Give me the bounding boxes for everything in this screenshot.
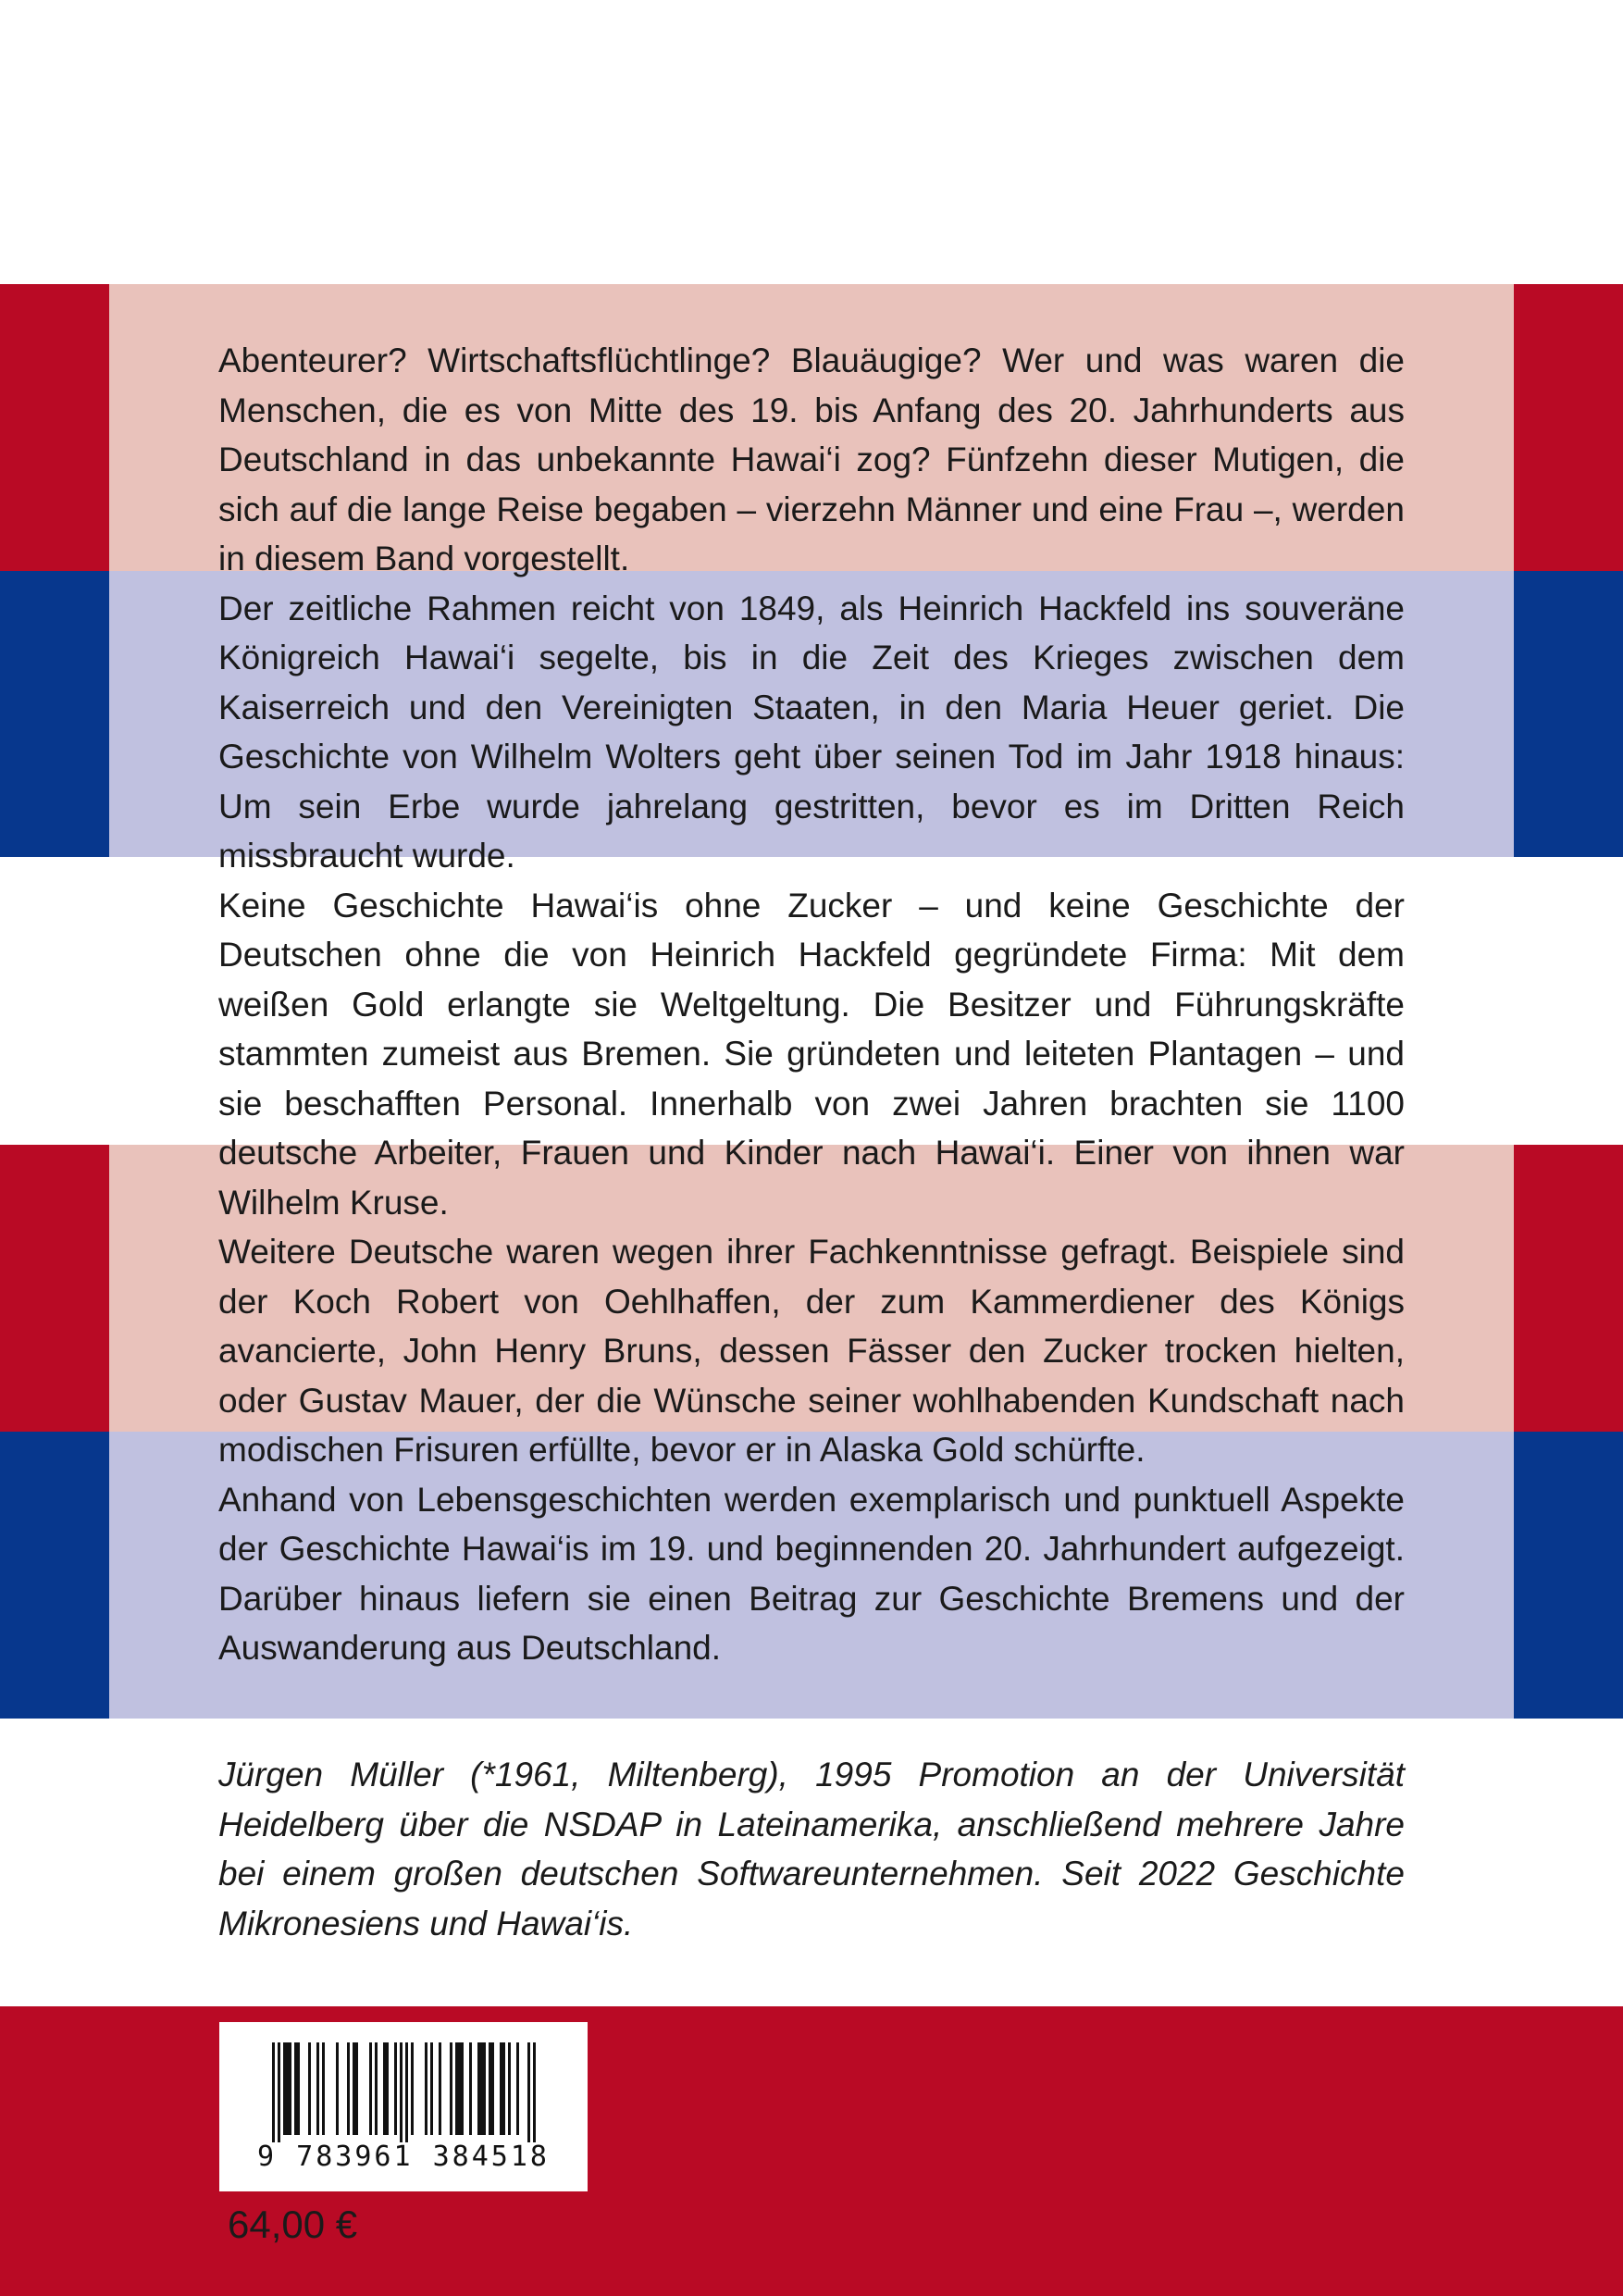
- barcode-bar: [491, 2042, 494, 2135]
- blurb-paragraph-3: Keine Geschichte Hawai‘is ohne Zucker – und keine Geschichte der Deutschen ohne die von Heinrich Hackfeld gegründete Firma: Mit dem weißen Gold erlangte sie Weltgeltung. Die Besitzer und Führungskräfte stammten zumeist aus Bremen. Sie gründeten und leiteten Plantagen – und sie beschafften Personal. Innerhalb von zwei Jahren brachten sie 1100 deutsche Arbeiter, Frauen und Kinder nach Hawai‘i. Einer von ihnen war Wilhelm Kruse.: [218, 886, 1405, 1222]
- barcode-bar: [286, 2042, 289, 2135]
- barcode-bar: [458, 2042, 461, 2135]
- barcode-bar: [283, 2042, 286, 2135]
- barcode-bars: [219, 2022, 588, 2142]
- barcode-bar: [469, 2042, 472, 2135]
- barcode-bar: [500, 2042, 502, 2135]
- band-edge-left: [0, 571, 109, 857]
- barcode-bar: [294, 2042, 297, 2135]
- barcode-bar: [297, 2042, 300, 2135]
- barcode-bar: [355, 2042, 358, 2135]
- band-edge-left: [0, 1145, 109, 1432]
- barcode-bar: [439, 2042, 441, 2135]
- barcode-bar: [278, 2042, 280, 2142]
- barcode-bar: [386, 2042, 389, 2135]
- barcode-bar: [322, 2042, 325, 2135]
- band-edge-right: [1514, 571, 1623, 857]
- barcode-bar: [533, 2042, 536, 2142]
- barcode-bar: [425, 2042, 427, 2135]
- barcode-bar: [308, 2042, 311, 2135]
- band-edge-left: [0, 284, 109, 571]
- blurb-paragraph-4: Weitere Deutsche waren wegen ihrer Fachkenntnisse gefragt. Beispiele sind der Koch Robert von Oehlhaffen, der zum Kammerdiener des Königs avancierte, John Henry Bruns, dessen Fässer den Zucker trocken hielten, oder Gustav Mauer, der die Wünsche seiner wohlhabenden Kundschaft nach modischen Frisuren erfüllte, bevor er in Alaska Gold schürfte.: [218, 1233, 1405, 1469]
- barcode-bar: [289, 2042, 291, 2135]
- barcode-bar: [400, 2042, 403, 2142]
- barcode-bar: [369, 2042, 372, 2135]
- barcode-bar: [489, 2042, 491, 2135]
- barcode-bar: [394, 2042, 397, 2135]
- barcode-bar: [336, 2042, 339, 2135]
- blurb-text: [218, 336, 1405, 1673]
- barcode-bar: [405, 2042, 408, 2142]
- barcode-bar: [516, 2042, 519, 2135]
- band-edge-right: [1514, 284, 1623, 571]
- isbn-barcode: [219, 2022, 588, 2191]
- band-edge-right: [1514, 1432, 1623, 1719]
- barcode-bar: [483, 2042, 486, 2135]
- barcode-bar: [527, 2042, 530, 2142]
- barcode-bar: [455, 2042, 458, 2135]
- band-edge-right: [1514, 1145, 1623, 1432]
- barcode-bar: [502, 2042, 505, 2135]
- barcode-bar: [375, 2042, 378, 2135]
- barcode-bar: [411, 2042, 414, 2135]
- blurb-paragraph-2: Der zeitliche Rahmen reicht von 1849, als Heinrich Hackfeld ins souveräne Königreich Hawai‘i segelte, bis in die Zeit des Krieges zwischen dem Kaiserreich und den Vereinigten Staaten, in den Maria Heuer geriet. Die Geschichte von Wilhelm Wolters geht über seinen Tod im Jahr 1918 hinaus: Um sein Erbe wurde jahrelang gestritten, bevor es im Dritten Reich missbraucht wurde.: [218, 589, 1405, 875]
- barcode-digits: 9 783961 384518: [257, 2141, 550, 2173]
- barcode-bar: [508, 2042, 511, 2135]
- barcode-bar: [450, 2042, 452, 2135]
- barcode-bar: [461, 2042, 464, 2135]
- barcode-bar: [272, 2042, 275, 2142]
- band-edge-left: [0, 1432, 109, 1719]
- blurb-paragraph-1: Abenteurer? Wirtschaftsflüchtlinge? Blauäugige? Wer und was waren die Menschen, die es von Mitte des 19. bis Anfang des 20. Jahrhunderts aus Deutschland in das unbekannte Hawai‘i zog? Fünfzehn dieser Mutigen, die sich auf die lange Reise begaben – vierzehn Männer und eine Frau –, werden in diesem Band vorgestellt.: [218, 341, 1405, 577]
- barcode-bar: [480, 2042, 483, 2135]
- barcode-bar: [383, 2042, 386, 2135]
- barcode-bar: [316, 2042, 319, 2135]
- barcode-bar: [347, 2042, 350, 2135]
- blurb-paragraph-5: Anhand von Lebensgeschichten werden exemplarisch und punktuell Aspekte der Geschichte Hawai‘is im 19. und beginnenden 20. Jahrhundert aufgezeigt. Darüber hinaus liefern sie einen Beitrag zur Geschichte Bremens und der Auswanderung aus Deutschland.: [218, 1480, 1405, 1667]
- barcode-bar: [353, 2042, 355, 2135]
- barcode-bar: [477, 2042, 480, 2135]
- price-label: 64,00 €: [228, 2203, 358, 2246]
- author-bio: Jürgen Müller (*1961, Miltenberg), 1995 Promotion an der Universität Heidelberg über die NSDAP in Lateinamerika, anschließend mehrere Jahre bei einem großen deutschen Softwareunternehmen. Seit 2022 Geschichte Mikronesiens und Hawai‘is.: [218, 1756, 1405, 1942]
- barcode-bar: [430, 2042, 433, 2135]
